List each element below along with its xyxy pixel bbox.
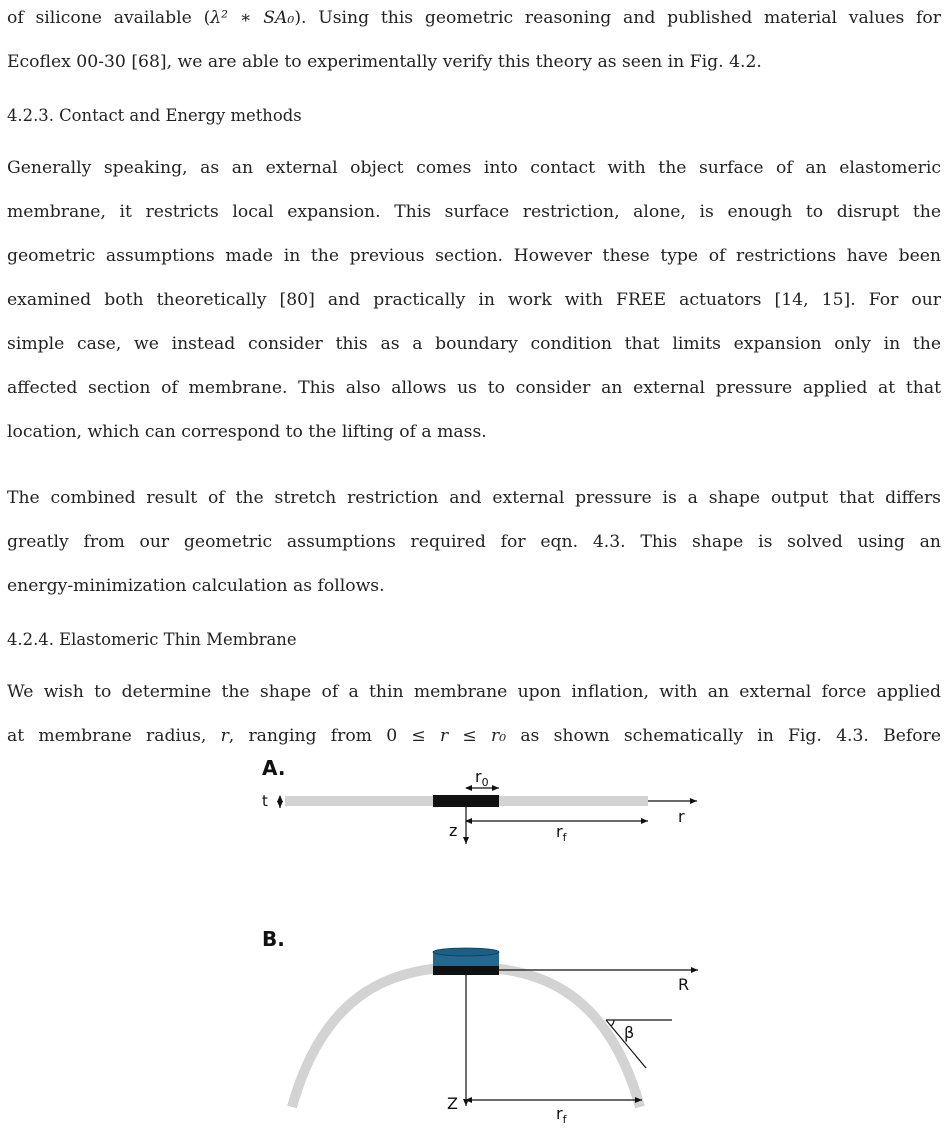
membrane-schematic <box>240 755 710 1126</box>
text-segment: of silicone available ( <box>7 8 211 28</box>
section-heading-4-2-3: 4.2.3. Contact and Energy methods <box>7 106 302 125</box>
panel-b-label: B. <box>262 927 285 951</box>
text-segment: , ranging from 0 ≤ <box>228 726 440 746</box>
paragraph-2-line-2: greatly from our geometric assumptions required for eqn. 4.3. This shape is solved using an <box>7 532 941 552</box>
paragraph-3-line-1: We wish to determine the shape of a thin membrane upon inflation, with an external force applied <box>7 682 941 702</box>
paragraph-1-line-3: geometric assumptions made in the previous section. However these type of restrictions have been <box>7 246 941 266</box>
r-axis-label: r <box>678 807 685 826</box>
Z-axis-label: Z <box>447 1094 458 1113</box>
math-variable: r <box>220 726 229 746</box>
paragraph-1-line-1: Generally speaking, as an external object comes into contact with the surface of an elastomeric <box>7 158 941 178</box>
math-variable: r₀ <box>491 726 507 746</box>
math-expression: λ² ∗ SA₀ <box>210 8 295 28</box>
paragraph-1-line-6: affected section of membrane. This also allows us to consider an external pressure applied at that <box>7 378 941 398</box>
z-axis-label: z <box>449 821 458 840</box>
r0-label: $r_0$ <box>475 767 489 789</box>
section-heading-4-2-4: 4.2.4. Elastomeric Thin Membrane <box>7 630 297 649</box>
figure-4-3 <box>240 755 710 1126</box>
R-axis-label: R <box>678 975 690 994</box>
text-segment: ≤ <box>448 726 491 746</box>
beta-label: β <box>624 1023 635 1042</box>
rf-label-a: $r_f$ <box>556 822 567 844</box>
rf-label-b: $r_f$ <box>556 1104 567 1126</box>
paragraph-3-line-2 <box>7 724 941 748</box>
math-variable: r <box>439 726 449 746</box>
paragraph-2-line-3: energy-minimization calculation as follows. <box>7 576 385 596</box>
paragraph-2-line-1: The combined result of the stretch restriction and external pressure is a shape output that differs <box>7 488 941 508</box>
paragraph-1-line-2: membrane, it restricts local expansion. This surface restriction, alone, is enough to disrupt the <box>7 202 941 222</box>
text-segment: ). Using this geometric reasoning and published material values for <box>294 8 941 28</box>
text-segment: at membrane radius, <box>7 726 221 746</box>
text-segment: as shown schematically in Fig. 4.3. Before <box>506 726 942 746</box>
text-line-2: Ecoflex 00-30 [68], we are able to experimentally verify this theory as seen in Fig. 4.2. <box>7 52 762 72</box>
thickness-label: t <box>262 792 268 810</box>
panel-a-label: A. <box>262 756 286 780</box>
beta-angle-arc <box>611 1020 614 1026</box>
paragraph-1-line-7: location, which can correspond to the lifting of a mass. <box>7 422 487 442</box>
paragraph-1-line-4: examined both theoretically [80] and practically in work with FREE actuators [14, 15]. For our <box>7 290 941 310</box>
contact-plate-inflated <box>433 966 499 975</box>
paragraph-1-line-5: simple case, we instead consider this as a boundary condition that limits expansion only in the <box>7 334 941 354</box>
text-line-1 <box>7 6 941 30</box>
contact-plate-flat <box>433 795 499 807</box>
lifted-object-top <box>433 948 499 956</box>
